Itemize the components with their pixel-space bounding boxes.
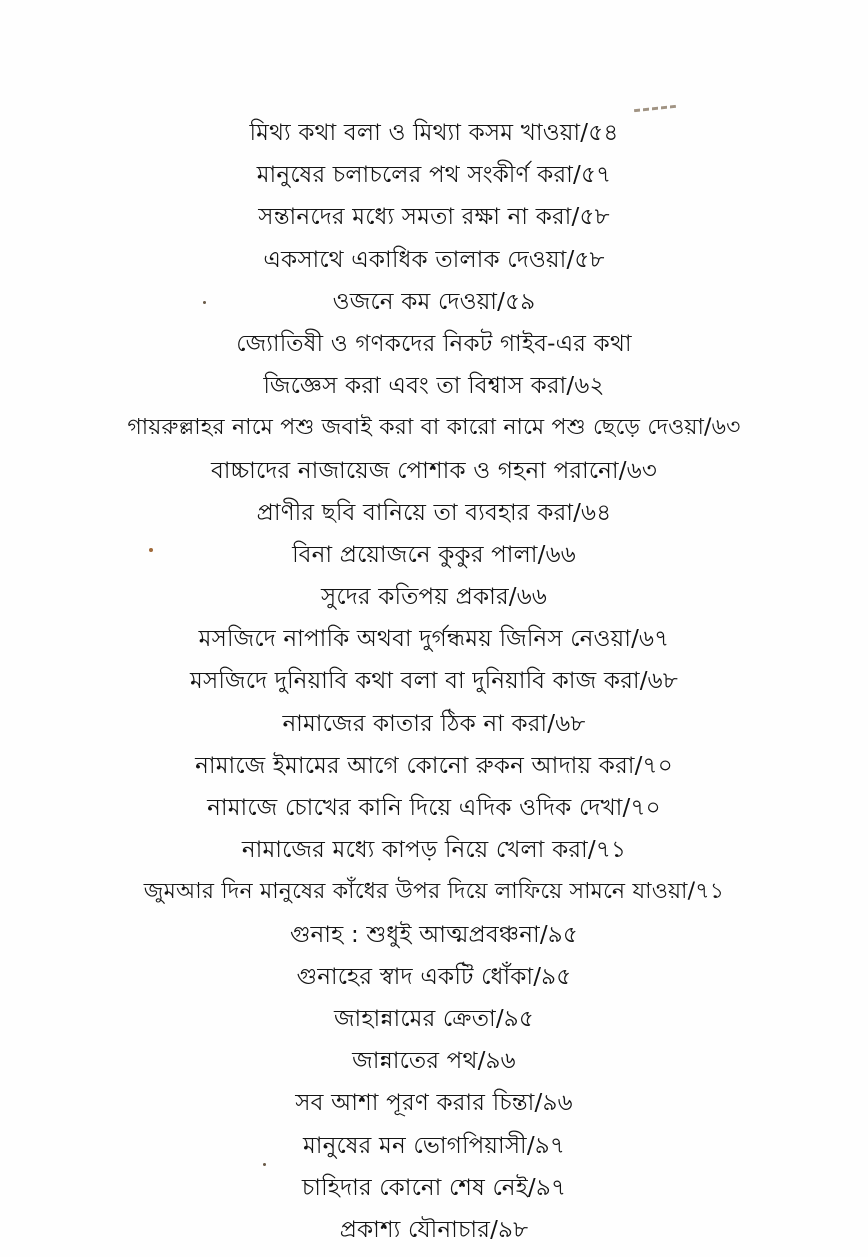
toc-entry: জ্যোতিষী ও গণকদের নিকট গাইব-এর কথা bbox=[236, 330, 632, 357]
toc-entry: মানুষের মন ভোগপিয়াসী/৯৭ bbox=[302, 1132, 566, 1159]
toc-entry: গুনাহের স্বাদ একটি ধোঁকা/৯৫ bbox=[296, 963, 572, 990]
toc-entry: মসজিদে দুনিয়াবি কথা বলা বা দুনিয়াবি কাজ করা/৬৮ bbox=[190, 668, 678, 695]
toc-entry: সন্তানদের মধ্যে সমতা রক্ষা না করা/৫৮ bbox=[258, 204, 610, 231]
toc-entry: গুনাহ : শুধুই আত্মপ্রবঞ্চনা/৯৫ bbox=[289, 921, 579, 948]
toc-entry: বিনা প্রয়োজনে কুকুর পালা/৬৬ bbox=[292, 541, 576, 568]
toc-entry: প্রকাশ্য যৌনাচার/৯৮ bbox=[339, 1216, 529, 1243]
toc-entry: বাচ্চাদের নাজায়েজ পোশাক ও গহনা পরানো/৬৩ bbox=[210, 457, 658, 484]
toc-entry: ওজনে কম দেওয়া/৫৯ bbox=[332, 288, 536, 315]
toc-entry: নামাজে ইমামের আগে কোনো রুকন আদায় করা/৭০ bbox=[195, 752, 673, 779]
toc-entry: মানুষের চলাচলের পথ সংকীর্ণ করা/৫৭ bbox=[256, 162, 612, 189]
toc-entry: জাহান্নামের ক্রেতা/৯৫ bbox=[333, 1005, 535, 1032]
toc-entry: সুদের কতিপয় প্রকার/৬৬ bbox=[320, 584, 548, 611]
toc-entry: মিথ্য কথা বলা ও মিথ্যা কসম খাওয়া/৫৪ bbox=[249, 120, 619, 146]
toc-entry: চাহিদার কোনো শেষ নেই/৯৭ bbox=[301, 1174, 567, 1201]
table-of-contents bbox=[0, 112, 868, 1251]
toc-entry: সব আশা পূরণ করার চিন্তা/৯৬ bbox=[295, 1090, 573, 1117]
toc-entry: জান্নাতের পথ/৯৬ bbox=[352, 1048, 516, 1075]
toc-entry: নামাজে চোখের কানি দিয়ে এদিক ওদিক দেখা/৭০ bbox=[207, 795, 661, 821]
toc-entry: নামাজের মধ্যে কাপড় নিয়ে খেলা করা/৭১ bbox=[241, 837, 627, 864]
toc-entry: জুমআর দিন মানুষের কাঁধের উপর দিয়ে লাফিয়ে সামনে যাওয়া/৭১ bbox=[143, 879, 725, 905]
toc-entry: মসজিদে নাপাকি অথবা দুর্গন্ধময় জিনিস নেওয়া/৬৭ bbox=[198, 626, 670, 653]
toc-entry: প্রাণীর ছবি বানিয়ে তা ব্যবহার করা/৬৪ bbox=[256, 499, 612, 526]
toc-entry: নামাজের কাতার ঠিক না করা/৬৮ bbox=[282, 710, 586, 737]
toc-entry: একসাথে একাধিক তালাক দেওয়া/৫৮ bbox=[263, 246, 605, 273]
toc-entry: জিজ্ঞেস করা এবং তা বিশ্বাস করা/৬২ bbox=[263, 373, 605, 400]
toc-entry: গায়রুল্লাহর নামে পশু জবাই করা বা কারো নামে পশু ছেড়ে দেওয়া/৬৩ bbox=[127, 415, 741, 441]
